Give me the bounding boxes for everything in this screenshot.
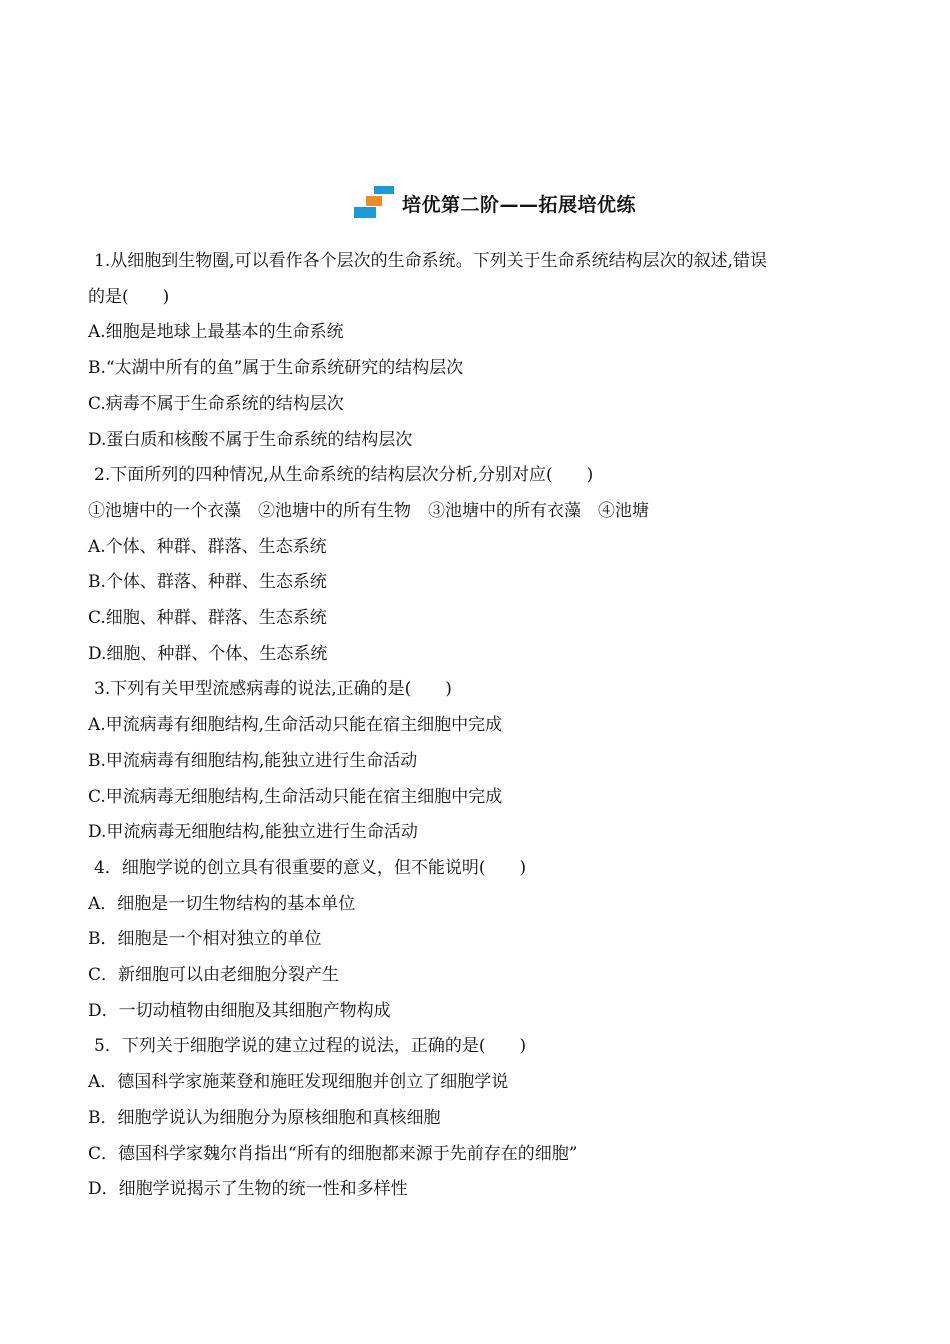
question-4-option-b: B．细胞是一个相对独立的单位 [88, 929, 322, 950]
question-3-option-b: B.甲流病毒有细胞结构,能独立进行生命活动 [88, 750, 418, 771]
question-4-option-d: D．一切动植物由细胞及其细胞产物构成 [88, 1000, 391, 1021]
question-1-option-a: A.细胞是地球上最基本的生命系统 [88, 322, 344, 343]
section-header [0, 183, 950, 223]
question-2-stem: 2.下面所列的四种情况,从生命系统的结构层次分析,分别对应( ) [94, 465, 594, 486]
section-logo-icon [354, 186, 396, 220]
question-4-option-c: C．新细胞可以由老细胞分裂产生 [88, 965, 340, 986]
question-1-option-b: B.“太湖中所有的鱼”属于生命系统研究的结构层次 [88, 358, 464, 379]
question-1-option-c: C.病毒不属于生命系统的结构层次 [88, 393, 344, 414]
question-1-option-d: D.蛋白质和核酸不属于生命系统的结构层次 [88, 429, 413, 450]
question-5-option-c: C．德国科学家魏尔肖指出“所有的细胞都来源于先前存在的细胞” [88, 1143, 578, 1164]
question-5-stem: 5．下列关于细胞学说的建立过程的说法，正确的是( ) [94, 1036, 527, 1057]
question-4-stem: 4．细胞学说的创立具有很重要的意义，但不能说明( ) [94, 857, 527, 878]
question-list [88, 244, 878, 1208]
question-2-option-d: D.细胞、种群、个体、生态系统 [88, 643, 328, 664]
question-5-option-d: D．细胞学说揭示了生物的统一性和多样性 [88, 1179, 408, 1200]
question-2-option-c: C.细胞、种群、群落、生态系统 [88, 608, 327, 629]
question-3-option-c: C.甲流病毒无细胞结构,生命活动只能在宿主细胞中完成 [88, 786, 503, 807]
question-5-option-a: A．德国科学家施莱登和施旺发现细胞并创立了细胞学说 [88, 1072, 509, 1093]
section-title: 培优第二阶——拓展培优练 [401, 193, 636, 216]
question-3-option-a: A.甲流病毒有细胞结构,生命活动只能在宿主细胞中完成 [88, 715, 503, 736]
question-2-option-b: B.个体、群落、种群、生态系统 [88, 572, 327, 593]
question-3-option-d: D.甲流病毒无细胞结构,能独立进行生命活动 [88, 822, 418, 843]
question-1-stem: 1.从细胞到生物圈,可以看作各个层次的生命系统。下列关于生命系统结构层次的叙述,错误 [94, 251, 768, 271]
question-2-option-a: A.个体、种群、群落、生态系统 [88, 536, 327, 557]
question-1-stem-continued: 的是( ) [88, 286, 170, 307]
question-5-option-b: B．细胞学说认为细胞分为原核细胞和真核细胞 [88, 1107, 441, 1128]
question-4-option-a: A．细胞是一切生物结构的基本单位 [88, 893, 356, 914]
question-2-items: ①池塘中的一个衣藻 ②池塘中的所有生物 ③池塘中的所有衣藻 ④池塘 [88, 500, 649, 521]
question-3-stem: 3.下列有关甲型流感病毒的说法,正确的是( ) [94, 679, 452, 700]
